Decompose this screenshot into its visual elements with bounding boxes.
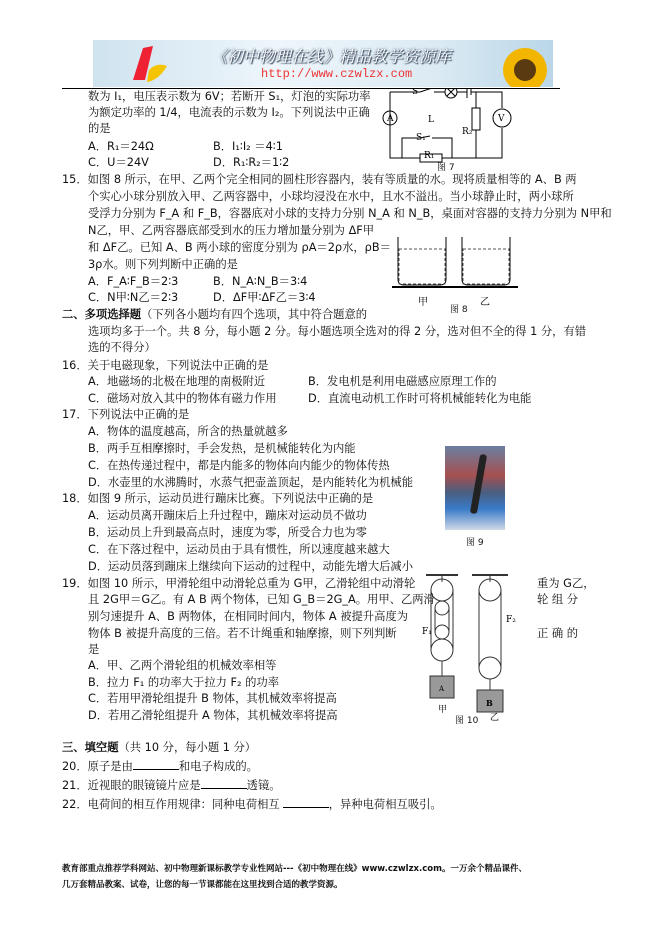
q20-text-after: 和电子构成的。 bbox=[178, 760, 258, 773]
q15-option-a: A．F_A∶F_B＝2∶3 bbox=[88, 275, 179, 288]
pulley-figure-10 bbox=[420, 572, 520, 722]
pulley-jia-label: 甲 bbox=[438, 705, 448, 715]
q17-stem: 17．下列说法中正确的是 bbox=[62, 408, 190, 421]
resistor-r2-label: R₂ bbox=[462, 127, 473, 137]
figure-9-caption: 图 9 bbox=[466, 538, 484, 548]
section2-title: 二、多项选择题 bbox=[62, 308, 142, 321]
q19-line1-right: 重为 G乙， bbox=[537, 577, 595, 590]
q19-option-c: C．若用甲滑轮组提升 B 物体，其机械效率将提高 bbox=[88, 692, 337, 705]
q19-option-d: D．若用乙滑轮组提升 A 物体，其机械效率将提高 bbox=[88, 709, 338, 722]
footer-line1: 教育部重点推荐学科网站、初中物理新课标教学专业性网站---《初中物理在线》www.czwlzx.com。一万余个精品课件、 bbox=[62, 864, 527, 874]
q22 bbox=[62, 796, 442, 812]
banner-title: 《初中物理在线》精品教学资源库 bbox=[211, 47, 452, 66]
q19-option-a: A．甲、乙两个滑轮组的机械效率相等 bbox=[88, 659, 277, 672]
q21 bbox=[62, 777, 281, 793]
figure-7-caption: 图 7 bbox=[437, 163, 455, 173]
q17-option-c: C．在热传递过程中，都是内能多的物体向内能少的物体传热 bbox=[88, 459, 390, 472]
trampoline-photo bbox=[445, 446, 505, 530]
footer-line2: 几万套精品教案、试卷，让您的每一节课都能在这里找到合适的教学资源。 bbox=[62, 880, 343, 890]
q20 bbox=[62, 758, 258, 774]
q14-option-d: D．R₁∶R₂＝1∶2 bbox=[213, 156, 290, 169]
q18-option-a: A．运动员离开蹦床后上升过程中，蹦床对运动员不做功 bbox=[88, 509, 367, 522]
ammeter-label: A bbox=[387, 114, 394, 124]
resistor-r1-label: R₁ bbox=[424, 151, 435, 161]
q16-option-b: B．发电机是利用电磁感应原理工作的 bbox=[308, 375, 497, 388]
pulley-yi-label: 乙 bbox=[490, 713, 500, 722]
q19-line5: 是 bbox=[88, 643, 100, 656]
q17-option-d: D．水壶里的水沸腾时，水蒸气把壶盖顶起，是内能转化为机械能 bbox=[88, 476, 414, 489]
q14-line1: 数为 I₁，电压表示数为 6V；若断开 S₁，灯泡的实际功率 bbox=[88, 90, 371, 103]
q14-option-c: C．U＝24V bbox=[88, 156, 149, 169]
section3-title: 三、填空题 bbox=[62, 741, 119, 754]
lamp-l-label: L bbox=[428, 115, 434, 125]
q19-option-b: B．拉力 F₁ 的功率大于拉力 F₂ 的功率 bbox=[88, 676, 280, 689]
q19-line2: 且 2G甲＝G乙。有 A B 两个物体，已知 G_B＝2G_A。用甲、乙两滑 bbox=[88, 593, 435, 606]
q19-line3: 别匀速提升 A、B 两物体，在相同时间内，物体 A 被提升高度为 bbox=[88, 610, 408, 623]
force-f1-label: F₁ bbox=[422, 627, 432, 637]
figure-8-caption: 图 8 bbox=[450, 305, 468, 315]
q14-line3: 的是 bbox=[88, 122, 111, 135]
q18-option-c: C．在下落过程中，运动员由于具有惯性，所以速度越来越大 bbox=[88, 543, 390, 556]
q17-option-a: A．物体的温度越高，所含的热量就越多 bbox=[88, 425, 288, 438]
section3-heading bbox=[62, 740, 256, 755]
header-banner bbox=[93, 40, 553, 87]
q15-option-c: C．N甲∶N乙＝2∶3 bbox=[88, 291, 179, 304]
block-b-label: B bbox=[486, 698, 493, 708]
q21-text-before: 21．近视眼的眼镜镜片应是 bbox=[62, 779, 201, 792]
q16-option-d: D．直流电动机工作时可将机械能转化为电能 bbox=[308, 392, 532, 405]
circuit-figure-7 bbox=[382, 88, 517, 168]
q18-option-d: D．运动员落到蹦床上继续向下运动的过程中，动能先增大后减小 bbox=[88, 560, 414, 573]
section2-line3: 选的不得分） bbox=[88, 341, 156, 354]
q18-option-b: B．运动员上升到最高点时，速度为零，所受合力也为零 bbox=[88, 526, 367, 539]
voltmeter-label: V bbox=[498, 114, 505, 124]
q15-option-b: B．N_A∶N_B＝3∶4 bbox=[213, 275, 308, 288]
section3-note: （共 10 分，每小题 1 分） bbox=[118, 741, 257, 754]
sunflower-icon bbox=[483, 40, 553, 87]
q22-text-before: 22．电荷间的相互作用规律：同种电荷相互 bbox=[62, 798, 280, 811]
q15-line6: 3ρ水。则下列判断中正确的是 bbox=[88, 258, 238, 271]
q22-blank[interactable] bbox=[283, 796, 329, 808]
q19-line2-right: 轮 组 分 bbox=[537, 593, 579, 606]
figure-10-caption: 图 10 bbox=[455, 716, 479, 726]
q14-line2: 为额定功率的 1/4，电流表的示数为 I₂。下列说法中正确 bbox=[88, 106, 370, 119]
q20-text-before: 20．原子是由 bbox=[62, 760, 133, 773]
switch-s1-label: S₁ bbox=[416, 133, 426, 143]
container-jia-label: 甲 bbox=[418, 297, 428, 308]
q22-text-after: ，异种电荷相互吸引。 bbox=[328, 798, 442, 811]
q15-line3: 受浮力分别为 F_A 和 F_B，容器底对小球的支持力分别 N_A 和 N_B，桌面对容器的支持力分别为 N甲和 bbox=[88, 207, 612, 220]
block-a-label: A bbox=[439, 685, 445, 693]
q15-option-d: D．ΔF甲∶ΔF乙＝3∶4 bbox=[213, 291, 316, 304]
q14-option-a: A．R₁＝24Ω bbox=[88, 140, 154, 153]
athlete-figure bbox=[470, 454, 487, 514]
q18-stem: 18．如图 9 所示，运动员进行蹦床比赛。下列说法中正确的是 bbox=[62, 492, 374, 505]
q21-text-after: 透镜。 bbox=[246, 779, 281, 792]
q15-line2: 个实心小球分别放入甲、乙两容器中，小球均浸没在水中，且水不溢出。当小球静止时，两小球所 bbox=[88, 190, 574, 203]
q19-line4: 物体 B 被提升高度的三倍。若不计绳重和轴摩擦，则下列判断 bbox=[88, 627, 397, 640]
q20-blank[interactable] bbox=[133, 758, 179, 770]
q16-option-a: A．地磁场的北极在地理的南极附近 bbox=[88, 375, 266, 388]
q16-option-c: C．磁场对放入其中的物体有磁力作用 bbox=[88, 392, 277, 405]
q19-line4-right: 正 确 的 bbox=[537, 627, 579, 640]
q15-line4: N乙，甲、乙两容器底部受到水的压力增加量分别为 ΔF甲 bbox=[88, 224, 375, 237]
force-f2-label: F₂ bbox=[506, 615, 516, 625]
banner-url: http://www.czwlzx.com bbox=[261, 67, 413, 81]
q19-line1: 19．如图 10 所示，甲滑轮组中动滑轮总重为 G甲，乙滑轮组中动滑轮 bbox=[62, 577, 416, 590]
section2-heading bbox=[62, 307, 367, 322]
q15-line5: 和 ΔF乙。已知 A、B 两小球的密度分别为 ρA＝2ρ水，ρB＝ bbox=[88, 241, 391, 254]
q14-option-b: B．I₁∶I₂ ＝4∶1 bbox=[213, 140, 283, 153]
q16-stem: 16．关于电磁现象，下列说法中正确的是 bbox=[62, 359, 269, 372]
q15-line1: 15．如图 8 所示，在甲、乙两个完全相同的圆柱形容器内，装有等质量的水。现将质量相等的 A、B 两 bbox=[62, 173, 577, 186]
section2-note: （下列各小题均有四个选项，其中符合题意的 bbox=[141, 308, 368, 321]
container-yi-label: 乙 bbox=[480, 297, 490, 308]
q21-blank[interactable] bbox=[201, 777, 247, 789]
switch-s-label: S bbox=[412, 88, 419, 97]
section2-line2: 选项均多于一个。共 8 分，每小题 2 分。每小题选项全选对的得 2 分，选对但不全的得 1 分，有错 bbox=[88, 325, 587, 338]
q17-option-b: B．两手互相摩擦时，手会发热，是机械能转化为内能 bbox=[88, 442, 356, 455]
logo-icon bbox=[123, 40, 183, 87]
